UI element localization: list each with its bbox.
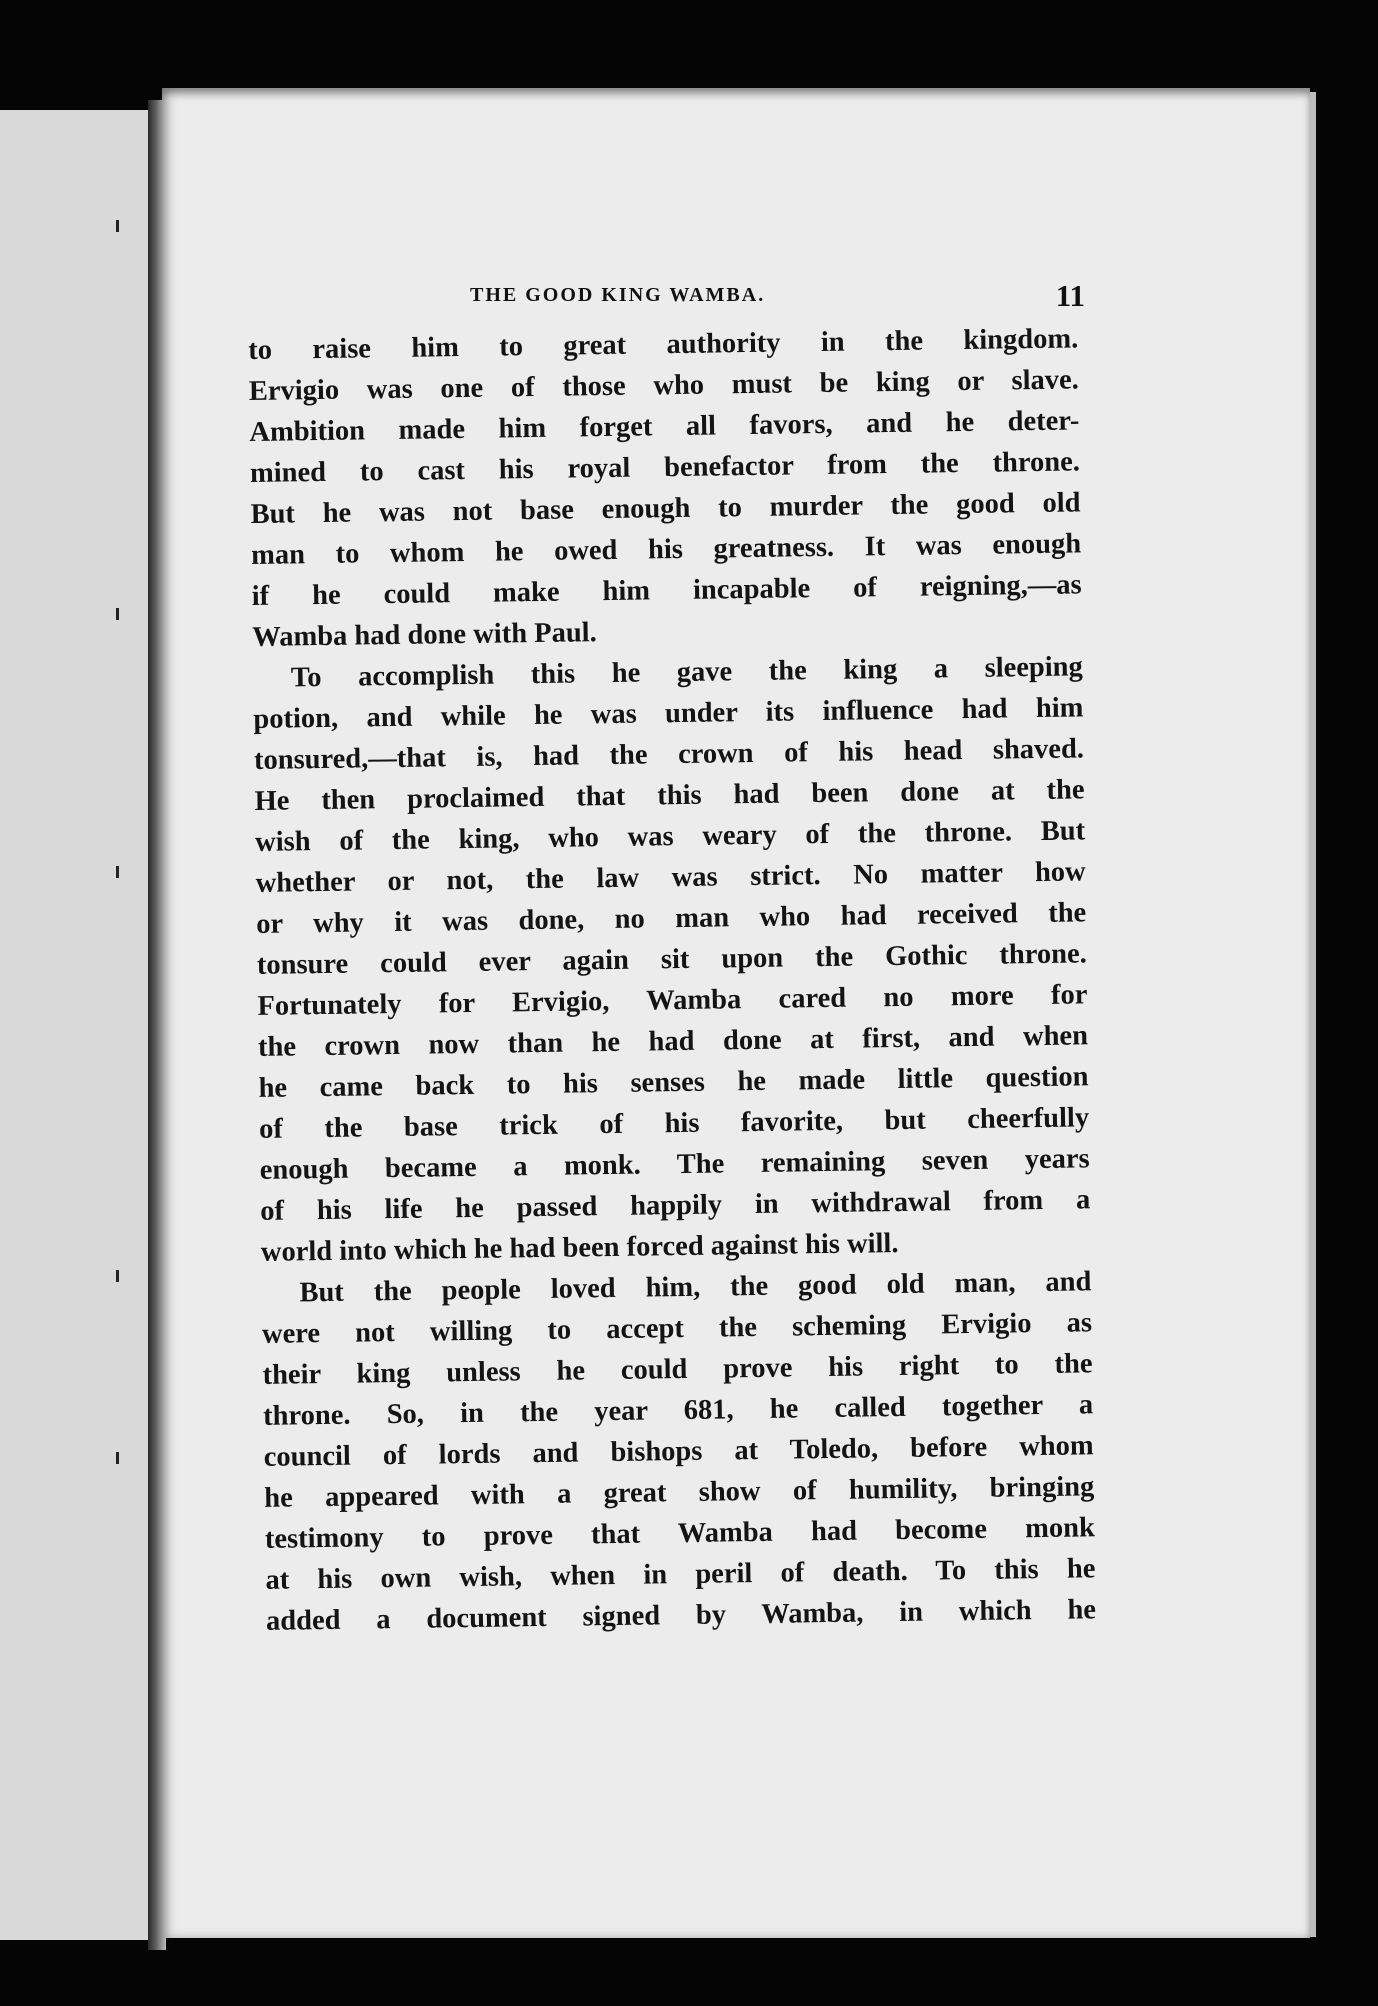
text-line: Ervigio was one of those who must be king or slave. <box>248 364 1079 407</box>
text-line: He then proclaimed that this had been done at the <box>254 774 1085 817</box>
margin-mark <box>116 608 119 620</box>
text-line: world into which he had been forced against his will. <box>260 1228 899 1268</box>
text-line: wish of the king, who was weary of the throne. But <box>254 815 1086 858</box>
text-line: whether or not, the law was strict. No matter how <box>255 856 1086 899</box>
text-line: added a document signed by Wamba, in which he <box>265 1594 1097 1637</box>
text-line: he came back to his senses he made little question <box>258 1061 1089 1104</box>
text-line: But he was not base enough to murder the good old <box>250 487 1081 530</box>
margin-mark <box>116 220 119 232</box>
text-line: their king unless he could prove his right to the <box>262 1348 1093 1391</box>
text-line: man to whom he owed his greatness. It was enough <box>250 528 1082 571</box>
text-line: enough became a monk. The remaining seven years <box>259 1143 1090 1186</box>
page-edge <box>1310 92 1316 1937</box>
text-line: if he could make him incapable of reigning,—as <box>251 569 1082 612</box>
text-line: of his life he passed happily in withdrawal from a <box>260 1184 1091 1227</box>
text-line: But the people loved him, the good old man, and <box>299 1266 1092 1309</box>
text-line: Wamba had done with Paul. <box>252 617 597 653</box>
text-line: tonsured,—that is, had the crown of his head shaved. <box>253 733 1085 776</box>
text-line: Ambition made him forget all favors, and he deter- <box>249 405 1080 448</box>
text-line: he appeared with a great show of humility, bringing <box>264 1471 1095 1514</box>
text-line: to raise him to great authority in the kingdom. <box>248 323 1079 366</box>
text-line: throne. So, in the year 681, he called together a <box>262 1389 1094 1432</box>
page-number: 11 <box>1055 278 1085 313</box>
running-head: THE GOOD KING WAMBA. <box>470 284 766 306</box>
body-text <box>248 318 1096 1641</box>
page-header <box>240 278 1085 314</box>
text-line: testimony to prove that Wamba had become monk <box>264 1512 1096 1555</box>
left-page-edge <box>0 110 150 1940</box>
text-line: council of lords and bishops at Toledo, before whom <box>263 1430 1094 1473</box>
margin-mark <box>116 1452 119 1464</box>
text-line: Fortunately for Ervigio, Wamba cared no more for <box>257 979 1088 1022</box>
text-line: potion, and while he was under its influence had him <box>253 692 1084 735</box>
text-line: mined to cast his royal benefactor from the throne. <box>249 446 1081 489</box>
text-line: tonsure could ever again sit upon the Gothic throne. <box>256 938 1088 981</box>
text-line: of the base trick of his favorite, but cheerfully <box>258 1102 1090 1145</box>
text-line: To accomplish this he gave the king a sleeping <box>290 651 1084 694</box>
text-line: or why it was done, no man who had received the <box>256 897 1087 940</box>
margin-mark <box>116 1270 119 1282</box>
text-line: were not willing to accept the scheming Ervigio as <box>261 1307 1093 1350</box>
text-line: the crown now than he had done at first, and when <box>257 1020 1089 1063</box>
margin-mark <box>116 866 119 878</box>
text-line: at his own wish, when in peril of death. To this he <box>265 1553 1096 1596</box>
